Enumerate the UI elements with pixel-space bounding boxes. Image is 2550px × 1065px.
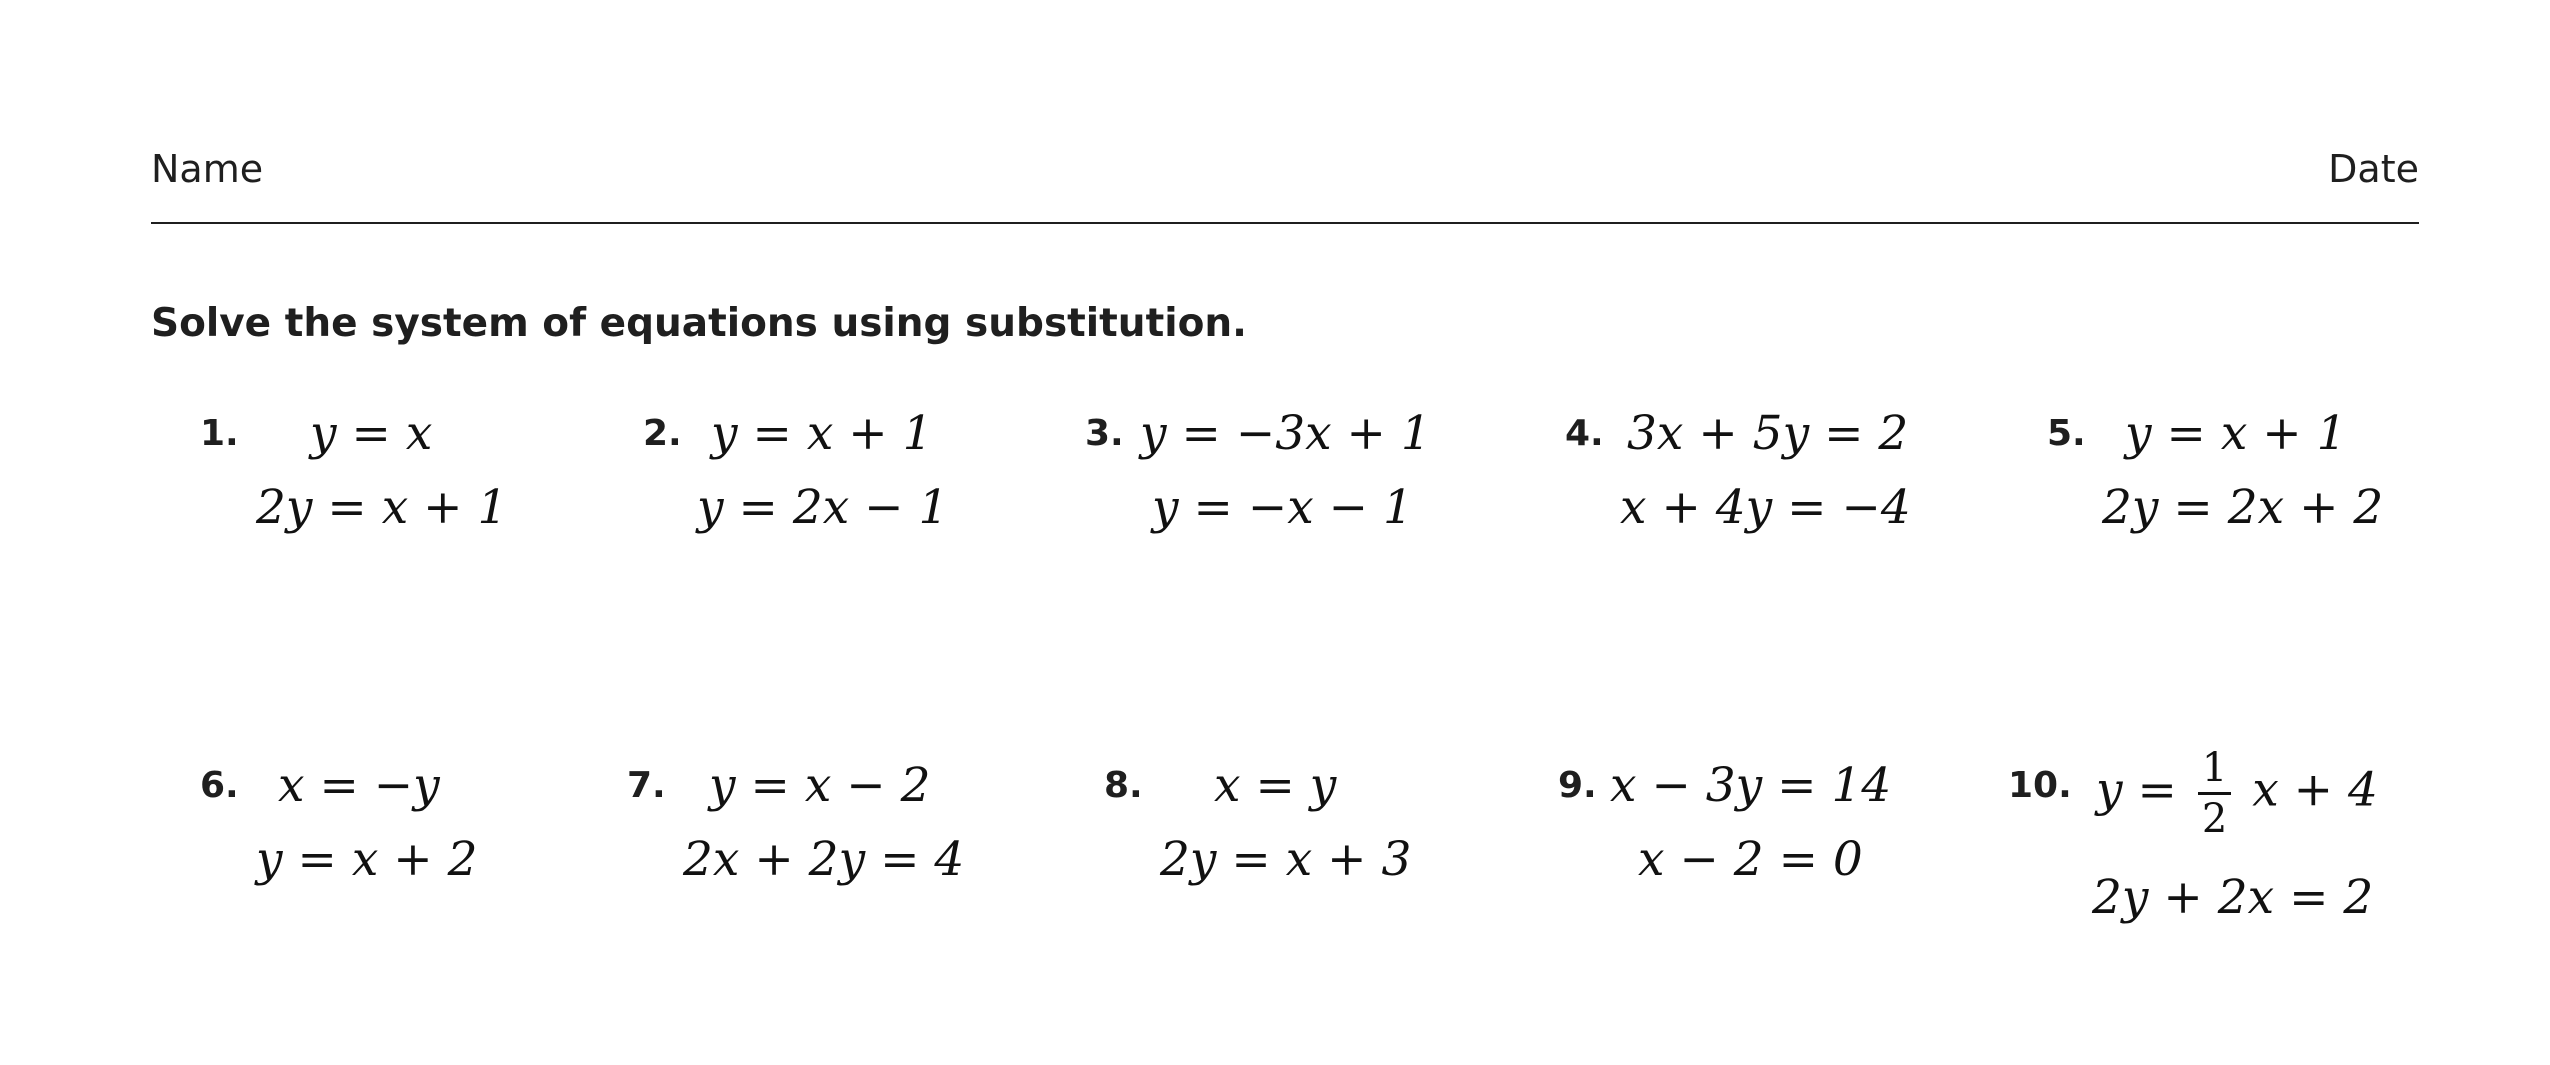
problem-5 — [2047, 400, 2507, 620]
problem-9 — [1558, 752, 2018, 972]
problem-3 — [1085, 400, 1545, 620]
problem-number: 8. — [1104, 765, 1143, 806]
equation-2: y = x + 2 — [256, 832, 478, 887]
fraction-numerator: 1 — [2198, 748, 2231, 795]
fraction-denominator: 2 — [2201, 796, 2228, 842]
problem-1 — [200, 400, 660, 620]
equation-1: 3x + 5y = 2 — [1627, 406, 1909, 461]
problem-number: 3. — [1085, 413, 1124, 454]
problem-number: 5. — [2047, 413, 2086, 454]
problem-7 — [627, 752, 1087, 972]
equation-1: y = x + 1 — [2125, 406, 2347, 461]
equation-1: x = y — [1214, 758, 1337, 813]
equation-1-suffix: x + 4 — [2252, 762, 2378, 818]
equation-2: x + 4y = −4 — [1620, 480, 1911, 535]
instructions: Solve the system of equations using substitution. — [151, 301, 1247, 346]
equation-1: y = x — [310, 406, 433, 461]
equation-1: y = x − 2 — [709, 758, 931, 813]
problem-number: 2. — [643, 413, 682, 454]
problem-number: 10. — [2008, 765, 2072, 806]
problem-number: 6. — [200, 765, 239, 806]
problem-4 — [1565, 400, 2025, 620]
equation-2: y = −x − 1 — [1152, 480, 1413, 535]
equation-2: y = 2x − 1 — [697, 480, 949, 535]
fraction — [2198, 745, 2231, 842]
problem-6 — [200, 752, 660, 972]
problem-number: 7. — [627, 765, 666, 806]
equation-1: y = x + 1 — [711, 406, 933, 461]
equation-1-prefix: y = — [2096, 762, 2177, 818]
problem-10 — [2008, 745, 2468, 972]
equation-1: x − 3y = 14 — [1610, 758, 1892, 813]
problem-8 — [1104, 752, 1564, 972]
date-label: Date — [2328, 147, 2419, 191]
equation-1: x = −y — [278, 758, 440, 813]
name-label: Name — [151, 147, 264, 191]
problem-number: 9. — [1558, 765, 1597, 806]
equation-1: y = −3x + 1 — [1140, 406, 1431, 461]
equation-2: 2y = 2x + 2 — [2102, 480, 2384, 535]
problem-number: 4. — [1565, 413, 1604, 454]
equation-1 — [2096, 745, 2378, 842]
problem-number: 1. — [200, 413, 239, 454]
equation-2: 2y = x + 3 — [1160, 832, 1412, 887]
equation-2: 2y + 2x = 2 — [2092, 870, 2374, 925]
equation-2: 2y = x + 1 — [256, 480, 508, 535]
equation-2: 2x + 2y = 4 — [683, 832, 965, 887]
equation-2: x − 2 = 0 — [1638, 832, 1863, 887]
header — [151, 147, 2419, 224]
problem-2 — [643, 400, 1103, 620]
